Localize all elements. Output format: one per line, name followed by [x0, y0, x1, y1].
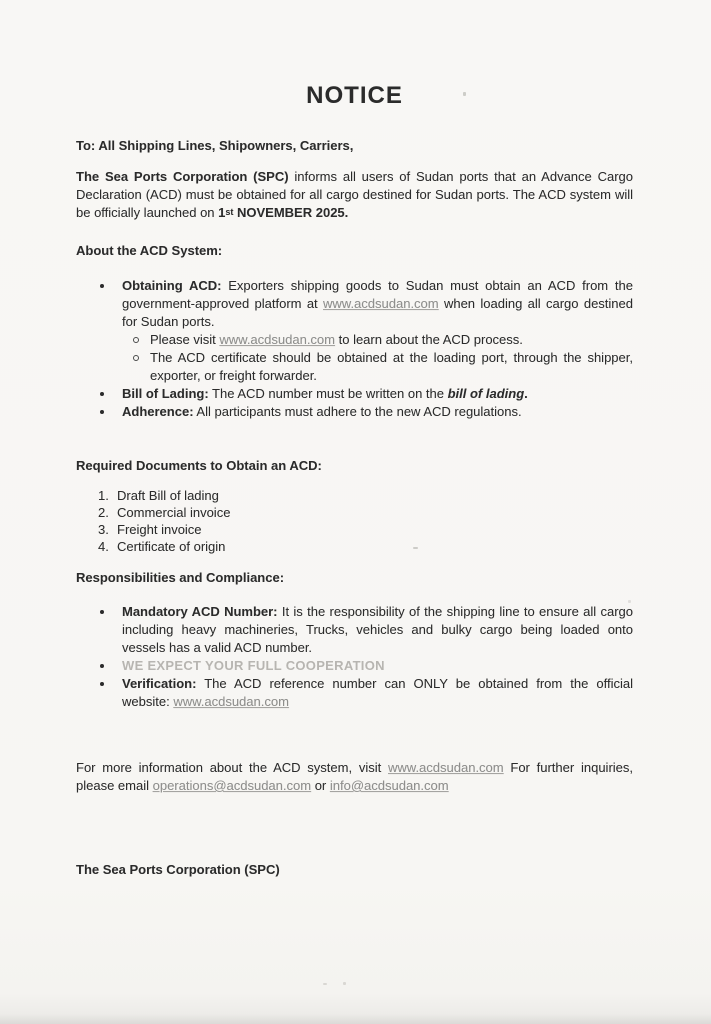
responsibilities-bullet-list: [76, 603, 633, 711]
notice-title: NOTICE: [306, 82, 403, 109]
bullet-verification: [122, 675, 633, 711]
visit-text-2: to learn about the ACD process.: [335, 332, 523, 347]
info-email-link: info@acdsudan.com: [329, 778, 449, 793]
list-item-text: Certificate of origin: [117, 539, 226, 554]
list-item-number: 4.: [98, 539, 109, 554]
bullet-obtaining-acd: [122, 277, 633, 331]
section-heading-required-docs: Required Documents to Obtain an ACD:: [76, 458, 322, 473]
footer-paragraph: [76, 759, 633, 795]
verification-label: Verification:: [122, 676, 197, 691]
bullet-circle-icon: [133, 337, 139, 343]
bullet-dot-icon: [100, 392, 104, 396]
visit-text-1: Please visit: [150, 332, 220, 347]
launch-date-number: 1: [218, 205, 226, 220]
sub-bullet-visit: [150, 331, 633, 349]
bullet-dot-icon: [100, 664, 104, 668]
launch-date-ordinal: st: [225, 207, 234, 217]
bill-of-lading-label: Bill of Lading:: [122, 386, 209, 401]
list-item: [98, 538, 633, 555]
signature-line: The Sea Ports Corporation (SPC): [76, 862, 280, 877]
bullet-bill-of-lading: [122, 385, 633, 403]
scan-artifact: [323, 983, 327, 985]
operations-email-link: operations@acdsudan.com: [152, 778, 312, 793]
bullet-adherence: [122, 403, 633, 421]
certificate-text: The ACD certificate should be obtained at the loading port, through the shipper, exporter, or freight forwarder.: [150, 350, 633, 383]
list-item-number: 1.: [98, 488, 109, 503]
acdsudan-link: www.acdsudan.com: [219, 332, 335, 347]
footer-text-1: For more information about the ACD system, visit: [76, 760, 388, 775]
footer-text-2: For further inquiries, please email: [76, 760, 633, 793]
acdsudan-link: www.acdsudan.com: [388, 760, 504, 775]
adherence-text: All participants must adhere to the new ACD regulations.: [193, 404, 522, 419]
list-item-number: 2.: [98, 505, 109, 520]
list-item: [98, 487, 633, 504]
to-line: To: All Shipping Lines, Shipowners, Carriers,: [76, 138, 354, 153]
bill-of-lading-text-2: .: [524, 386, 528, 401]
launch-date-rest: NOVEMBER 2025.: [233, 205, 349, 220]
scan-artifact: [628, 600, 631, 603]
intro-lead-bold: The Sea Ports Corporation (SPC): [76, 169, 289, 184]
obtaining-acd-text-1: Exporters shipping goods to Sudan must obtain an ACD from the government-approved platform at: [122, 278, 633, 311]
scan-bottom-edge: [0, 1014, 711, 1024]
bill-of-lading-text-1: The ACD number must be written on the: [208, 386, 448, 401]
bullet-mandatory-acd: [122, 603, 633, 657]
document-content: [0, 82, 711, 879]
bill-of-lading-emphasis: bill of lading: [447, 386, 525, 401]
acdsudan-link: www.acdsudan.com: [323, 296, 439, 311]
bullet-dot-icon: [100, 410, 104, 414]
mandatory-acd-label: Mandatory ACD Number:: [122, 604, 278, 619]
section-heading-responsibilities: Responsibilities and Compliance:: [76, 570, 285, 585]
list-item: [98, 504, 633, 521]
verification-text: The ACD reference number can ONLY be obtained from the official website:: [122, 676, 633, 709]
required-docs-list: [76, 487, 633, 555]
sub-bullet-certificate: [150, 349, 633, 385]
list-item-text: Freight invoice: [117, 522, 202, 537]
bullet-circle-icon: [133, 355, 139, 361]
intro-body-text: informs all users of Sudan ports that an Advance Cargo Declaration (ACD) must be obtained for all cargo destined for Sudan ports. The ACD system will be officially launched on: [76, 169, 633, 220]
section-heading-about: About the ACD System:: [76, 243, 223, 258]
cooperation-text: WE EXPECT YOUR FULL COOPERATION: [122, 658, 385, 673]
list-item: [98, 521, 633, 538]
obtaining-acd-text-2: when loading all cargo destined for Sudan ports.: [122, 296, 633, 329]
adherence-label: Adherence:: [122, 404, 194, 419]
list-item-text: Draft Bill of lading: [117, 488, 219, 503]
scan-artifact: [413, 547, 418, 549]
about-bullet-list: [76, 277, 633, 421]
scan-artifact: [463, 92, 466, 96]
bullet-dot-icon: [100, 610, 104, 614]
bullet-cooperation: [122, 657, 633, 675]
list-item-text: Commercial invoice: [117, 505, 231, 520]
bullet-dot-icon: [100, 284, 104, 288]
list-item-number: 3.: [98, 522, 109, 537]
bullet-dot-icon: [100, 682, 104, 686]
mandatory-acd-text: It is the responsibility of the shipping line to ensure all cargo including heavy machineries, Trucks, vehicles and bulky cargo being loaded onto vessels has a valid ACD number.: [122, 604, 633, 655]
acdsudan-link: www.acdsudan.com: [173, 694, 289, 709]
intro-paragraph: [76, 168, 633, 222]
obtaining-acd-label: Obtaining ACD:: [122, 278, 222, 293]
scan-artifact: [343, 982, 346, 985]
footer-text-3: or: [311, 778, 330, 793]
